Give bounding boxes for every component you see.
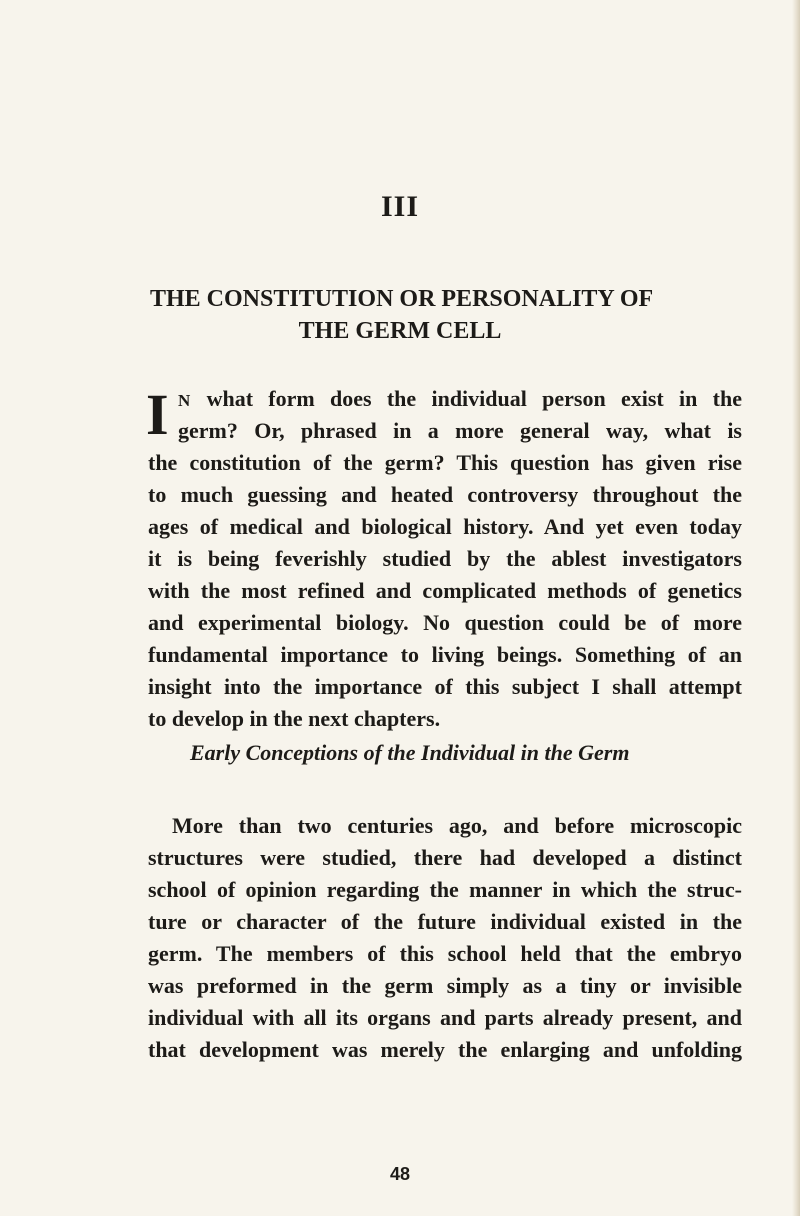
chapter-number: III [380, 190, 420, 223]
drop-cap: I [146, 382, 169, 447]
page-edge [792, 0, 800, 1216]
text-line: to develop in the next chapters. [148, 706, 441, 731]
text-line: school of opinion regarding the manner in which the struc- [148, 877, 742, 902]
section-heading: Early Conceptions of the Individual in the Germ [190, 740, 630, 765]
text-line: structures were studied, there had developed a distinct [148, 845, 742, 870]
first-word-smallcaps: N [178, 391, 192, 410]
text-line: and experimental biology. No question could be of more [148, 610, 742, 635]
text-line: fundamental importance to living beings. Something of an [148, 642, 742, 667]
text-line: germ? Or, phrased in a more general way, what is [178, 418, 742, 443]
text-line: the constitution of the germ? This question has given rise [148, 450, 742, 475]
chapter-title-line: THE GERM CELL [298, 318, 502, 344]
first-line-text: what form does the individual person exist in the [206, 386, 743, 411]
opening-paragraph [148, 383, 742, 735]
chapter-title [150, 283, 654, 347]
text-line: with the most refined and complicated methods of genetics [148, 578, 742, 603]
text-line: ages of medical and biological history. And yet even today [148, 514, 742, 539]
text-line: individual with all its organs and parts already present, and [148, 1005, 742, 1030]
text-line: it is being feverishly studied by the ablest investigators [148, 546, 742, 571]
text-line: germ. The members of this school held that the embryo [148, 941, 742, 966]
body-paragraph [148, 810, 742, 1066]
text-line: ture or character of the future individual existed in the [148, 909, 742, 934]
chapter-title-line: THE CONSTITUTION OR PERSONALITY OF [150, 286, 654, 312]
text-line: was preformed in the germ simply as a tiny or invisible [148, 973, 742, 998]
text-line: to much guessing and heated controversy throughout the [148, 482, 742, 507]
page-number: 48 [389, 1164, 411, 1184]
text-line: More than two centuries ago, and before microscopic [172, 813, 742, 838]
text-line: that development was merely the enlarging and unfolding [148, 1037, 742, 1062]
text-line: insight into the importance of this subject I shall attempt [148, 674, 742, 699]
